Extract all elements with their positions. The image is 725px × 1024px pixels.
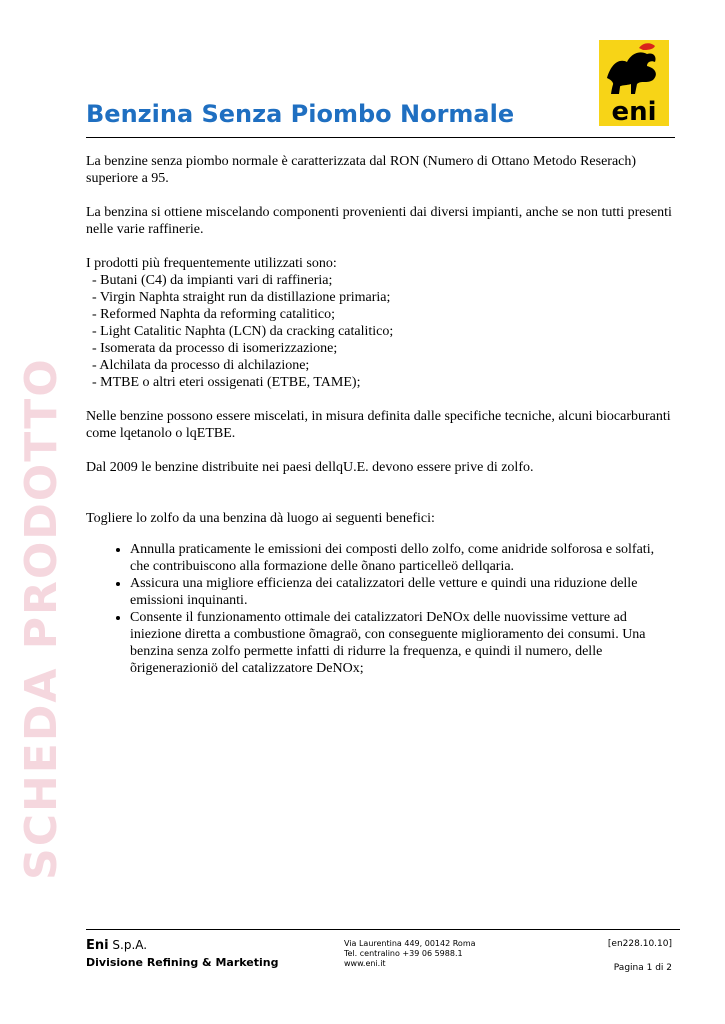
components-list [92,272,672,391]
footer-address: Via Laurentina 449, 00142 Roma Tel. centralino +39 06 5988.1 www.eni.it [344,939,476,968]
footer-company: Eni S.p.A. [86,938,148,953]
paragraph-benefits-intro: Togliere lo zolfo da una benzina dà luogo ai seguenti benefici: [86,511,435,526]
title-divider [86,137,675,138]
list-item: - MTBE o altri eteri ossigenati (ETBE, TAME); [92,375,361,390]
benefits-list [86,541,672,677]
list-item: • Consente il funzionamento ottimale dei catalizzatori DeNOx delle nuovissime vetture ad iniezione diretta a combustione õmagraö, con conseguente miglioramento dei consumi. Una benzina senza zolfo permette infatti di ridurre la frequenza, e quindi il numero, delle õrigenerazioniö del catalizzatore DeNOx; [130,609,672,677]
page-title: Benzina Senza Piombo Normale [86,100,515,128]
logo-text: eni [611,97,657,127]
list-item: • Annulla praticamente le emissioni dei composti dello zolfo, come anidride solforosa e solfati, che contribuiscono alla formazione delle õnano particelleö dellqaria. [130,541,672,575]
list-item: - Butani (C4) da impianti vari di raffineria; [92,273,333,288]
list-item: - Isomerata da processo di isomerizzazione; [92,341,338,356]
paragraph-ron: La benzine senza piombo normale è caratterizzata dal RON (Numero di Ottano Metodo Reserach) superiore a 95. [86,154,637,186]
eni-logo [597,40,671,128]
list-item: • Assicura una migliore efficienza dei catalizzatori delle vetture e quindi una riduzione delle emissioni inquinanti. [130,575,672,609]
components-intro: I prodotti più frequentemente utilizzati sono: [86,256,337,271]
document-code: [en228.10.10] [607,939,672,949]
list-item: - Reformed Naphta da reforming catalitico; [92,307,335,322]
paragraph-composition: La benzina si ottiene miscelando componenti provenienti dai diversi impianti, anche se non tutti presenti nelle varie raffinerie. [86,205,672,237]
page-number: Pagina 1 di 2 [613,963,672,973]
footer-website[interactable]: www.eni.it [344,959,386,968]
footer-division: Divisione Refining & Marketing [86,956,279,969]
footer-divider [86,929,680,930]
list-item: - Alchilata da processo di alchilazione; [92,358,310,373]
side-label: SCHEDA PRODOTTO [16,357,67,880]
list-item: - Light Catalitic Naphta (LCN) da cracking catalitico; [92,324,394,339]
document-body [86,153,672,677]
paragraph-sulfur: Dal 2009 le benzine distribuite nei paesi dellqU.E. devono essere prive di zolfo. [86,460,534,475]
paragraph-biofuels: Nelle benzine possono essere miscelati, in misura definita dalle specifiche tecniche, alcuni biocarburanti come lqetanolo o lqETBE. [86,409,671,441]
list-item: - Virgin Naphta straight run da distillazione primaria; [92,290,391,305]
